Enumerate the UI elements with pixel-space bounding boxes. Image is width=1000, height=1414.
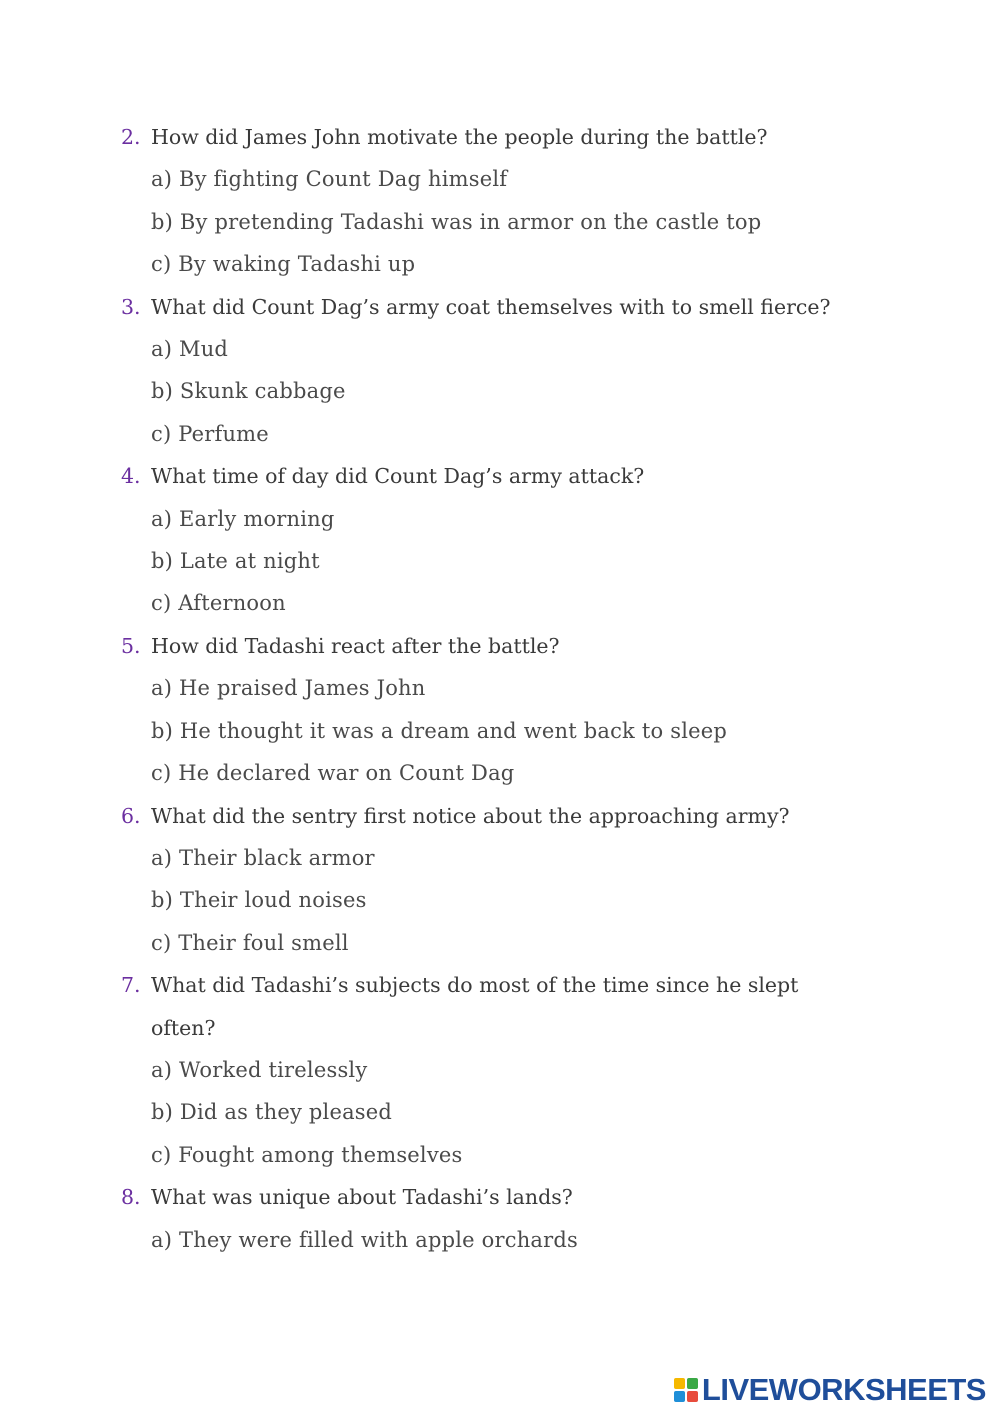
logo-text: LIVEWORKSHEETS	[701, 1372, 986, 1407]
question-line	[0, 455, 1000, 497]
answer-option: c) By waking Tadashi up	[151, 252, 416, 277]
answer-option: b) He thought it was a dream and went back to sleep	[151, 718, 728, 743]
logo-square	[687, 1378, 698, 1389]
question-number: 8.	[121, 1185, 141, 1210]
question-8	[0, 1176, 1000, 1261]
question-line	[0, 286, 1000, 328]
question-7	[0, 964, 1000, 1176]
question-number: 2.	[121, 125, 141, 149]
answer-option: a) He praised James John	[151, 676, 426, 701]
question-text: How did James John motivate the people during the battle?	[151, 125, 768, 149]
question-number: 6.	[121, 803, 141, 828]
answer-option: c) He declared war on Count Dag	[151, 761, 515, 786]
answer-option: b) By pretending Tadashi was in armor on the castle top	[151, 209, 762, 234]
question-text: What did Tadashi’s subjects do most of the time since he slept often?	[151, 973, 799, 1040]
question-number: 4.	[121, 464, 141, 489]
logo-grid-icon	[674, 1378, 698, 1402]
question-2	[0, 116, 1000, 286]
question-6	[0, 795, 1000, 965]
question-line	[0, 116, 1000, 158]
question-number: 7.	[121, 973, 141, 998]
question-text: What was unique about Tadashi’s lands?	[151, 1185, 573, 1210]
answer-option: a) Mud	[151, 337, 229, 362]
answer-option: a) Their black armor	[151, 845, 375, 870]
question-text: What did the sentry first notice about the approaching army?	[151, 803, 790, 828]
answer-option: a) Early morning	[151, 506, 335, 531]
answer-option: b) Their loud noises	[151, 888, 367, 913]
question-line	[0, 1176, 1000, 1218]
worksheet	[0, 116, 1000, 1261]
answer-option: c) Fought among themselves	[151, 1142, 463, 1167]
question-line	[0, 625, 1000, 667]
question-4	[0, 455, 1000, 625]
question-text: How did Tadashi react after the battle?	[151, 633, 560, 658]
question-text: What time of day did Count Dag’s army attack?	[151, 464, 645, 489]
question-number: 5.	[121, 633, 141, 658]
answer-option: c) Afternoon	[151, 591, 286, 616]
answer-option: c) Perfume	[151, 421, 269, 446]
answer-option: a) By fighting Count Dag himself	[151, 167, 508, 192]
logo-square	[674, 1378, 685, 1389]
answer-option: a) They were filled with apple orchards	[151, 1227, 579, 1252]
question-number: 3.	[121, 294, 141, 319]
answer-option: b) Skunk cabbage	[151, 379, 346, 404]
question-5	[0, 625, 1000, 795]
answer-option: b) Did as they pleased	[151, 1100, 393, 1125]
answer-option: c) Their foul smell	[151, 930, 349, 955]
logo-square	[674, 1391, 685, 1402]
answer-option: a) Worked tirelessly	[151, 1057, 368, 1082]
question-line	[0, 964, 1000, 1049]
question-3	[0, 286, 1000, 456]
question-line	[0, 795, 1000, 837]
logo-square	[687, 1391, 698, 1402]
answer-option: b) Late at night	[151, 549, 320, 574]
liveworksheets-logo[interactable]	[674, 1372, 986, 1408]
question-text: What did Count Dag’s army coat themselves with to smell fierce?	[151, 294, 831, 319]
